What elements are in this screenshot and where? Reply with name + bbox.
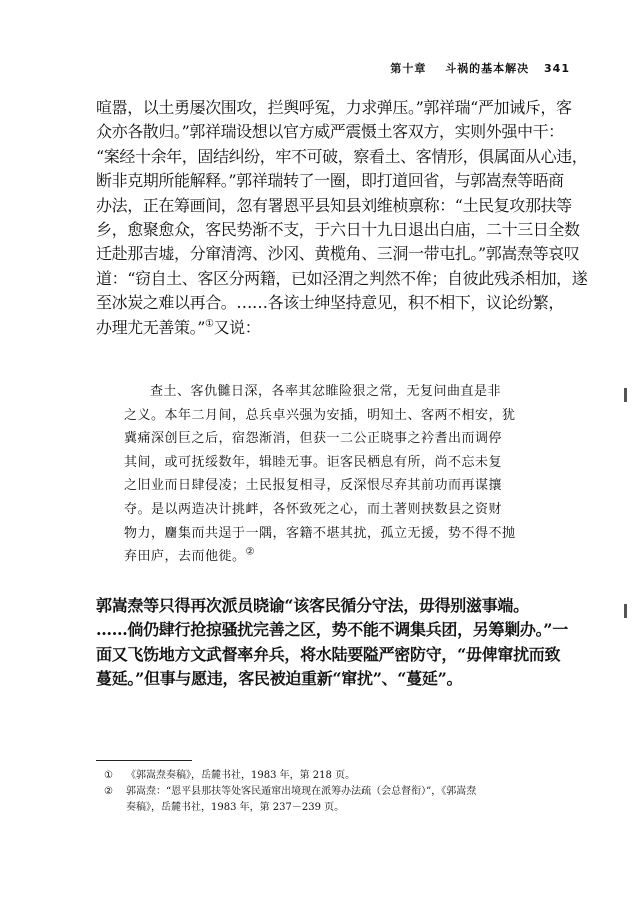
body-paragraph bbox=[96, 96, 588, 340]
footnote-2 bbox=[104, 784, 554, 800]
quote-line: 冀痛深创巨之后，宿怨渐消，但获一二公正晓事之衿耆出而调停 bbox=[124, 431, 503, 447]
body-line: 喧嚣，以土勇屡次围攻，拦舆呼冤，力求弹压。”郭祥瑞“严加诫斥，客 bbox=[96, 98, 572, 117]
body-line: 迁赴那吉墟，分窜清湾、沙冈、黄榄角、三洞一带屯扎。”郭嵩焘等哀叹 bbox=[96, 244, 580, 264]
body-line: 面又飞饬地方文武督率弁兵，将水陆要隘严密防守，“毋俾窜扰而致 bbox=[96, 644, 561, 664]
quote-line: 之旧业而日肆侵凌；土民报复相寻，反深恨尽弃其前功而再谋攘 bbox=[124, 478, 503, 494]
scan-edge-mark bbox=[624, 604, 627, 618]
block-quote bbox=[124, 380, 548, 569]
footnote-ref-2[interactable]: ② bbox=[245, 546, 255, 558]
body-line: 郭嵩焘等只得再次派员晓谕“该客民循分守法，毋得别滋事端。 bbox=[96, 596, 529, 615]
body-line bbox=[96, 316, 548, 340]
running-header bbox=[390, 60, 570, 76]
body-line: 至冰炭之难以再合。……各该士绅坚持意见，积不相下，议论纷繁， bbox=[96, 293, 565, 313]
body-paragraph-2 bbox=[96, 594, 568, 692]
header-chapter: 第十章 bbox=[390, 62, 427, 75]
quote-line: 其间，或可抚绥数年，辑睦无事。讵客民栖息有所，尚不忘未复 bbox=[124, 454, 503, 470]
quote-line bbox=[124, 545, 548, 569]
body-line: 乡，愈聚愈众，客民势渐不支，于六日十九日退出白庙，二十三日全数 bbox=[96, 219, 580, 239]
body-line-suffix: 又说： bbox=[213, 317, 261, 337]
footnote-mark: ① bbox=[104, 770, 113, 781]
body-line: 众亦各散归。”郭祥瑞设想以官方威严震慑土客双方，实则外强中干： bbox=[96, 122, 564, 142]
quote-line: 夺。是以两造决计挑衅，各怀致死之心，而土著则挟数县之资财 bbox=[124, 501, 503, 517]
quote-line-text: 弃田庐，去而他徙。 bbox=[124, 549, 246, 565]
body-line: ……倘仍肆行抢掠骚扰完善之区，势不能不调集兵团，另筹剿办。”一 bbox=[96, 620, 568, 640]
footnotes bbox=[104, 768, 554, 816]
footnote-mark: ② bbox=[104, 786, 113, 797]
quote-line: 查土、客仇雠日深，各率其忿睢险狠之常，无复问曲直是非 bbox=[150, 384, 502, 399]
scan-edge-mark bbox=[624, 388, 627, 402]
footnote-text: 《郭嵩焘奏稿》，岳麓书社，1983 年，第 218 页。 bbox=[126, 770, 356, 781]
quote-line: 之义。本年二月间，总兵卓兴强为安插，明知土、客两不相安，犹 bbox=[124, 407, 516, 423]
body-line: 蔓延。”但事与愿违，客民被迫重新“窜扰”、“蔓延”。 bbox=[96, 669, 463, 689]
body-line: 办法，正在筹画间，忽有署恩平县知县刘维桢禀称：“土民复攻那扶等 bbox=[96, 195, 572, 215]
footnote-divider bbox=[96, 760, 192, 761]
footnote-ref-1[interactable]: ① bbox=[204, 318, 214, 330]
footnote-2-continuation: 奏稿》，岳麓书社，1983 年，第 237－239 页。 bbox=[126, 802, 345, 813]
body-line-text: 办理尤无善策。” bbox=[96, 317, 205, 337]
body-line: “案经十余年，固结纠纷，牢不可破，察看土、客情形，俱属面从心违， bbox=[96, 146, 588, 166]
body-line: 道：“窃自土、客区分两籍，已如泾渭之判然不侔；自彼此残杀相加，遂 bbox=[96, 268, 588, 288]
quote-line: 物力，麕集而共逞于一隅，客籍不堪其扰，孤立无援，势不得不抛 bbox=[124, 525, 516, 541]
body-line: 断非克期所能解释。”郭祥瑞转了一圈，即打道回省，与郭嵩焘等晤商 bbox=[96, 171, 564, 191]
footnote-text: 郭嵩焘：“恩平县那扶等处客民遁窜出境现在派筹办法疏（会总督衔）”，《郭嵩焘 bbox=[126, 786, 477, 797]
header-title: 斗祸的基本解决 bbox=[445, 62, 530, 75]
header-page-number: 341 bbox=[544, 62, 570, 75]
footnote-1 bbox=[104, 768, 554, 784]
